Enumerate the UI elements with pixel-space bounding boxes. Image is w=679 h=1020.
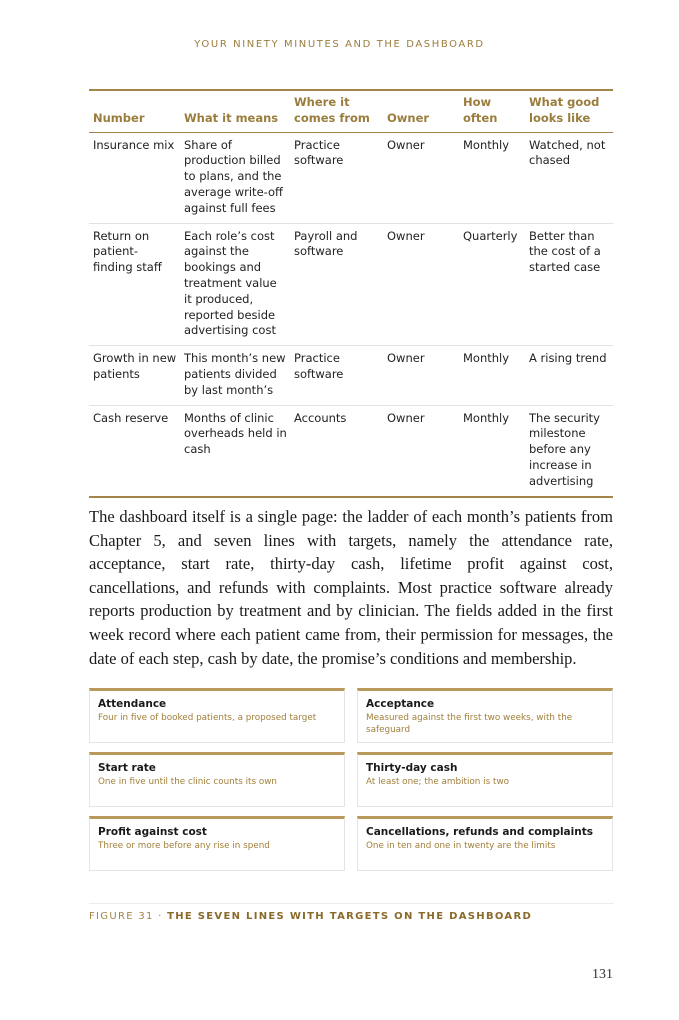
table-row xyxy=(89,405,613,496)
figure-label: FIGURE 31 · xyxy=(89,911,163,922)
card-title: Profit against cost xyxy=(98,826,207,838)
table-cell: This month’s new patients divided by last month’s xyxy=(180,346,290,405)
table-cell: Accounts xyxy=(290,405,383,496)
target-card-thirty-day-cash xyxy=(357,752,613,807)
figure-caption-text: THE SEVEN LINES WITH TARGETS ON THE DASHBOARD xyxy=(167,911,533,922)
header-owner: Owner xyxy=(383,90,459,132)
card-title: Cancellations, refunds and complaints xyxy=(366,826,593,838)
table-cell: Share of production billed to plans, and the average write-off against full fees xyxy=(180,132,290,223)
table-cell: Each role’s cost against the bookings and treatment value it produced, reported beside advertising cost xyxy=(180,223,290,346)
card-subtitle: At least one; the ambition is two xyxy=(366,777,510,787)
page-number: 131 xyxy=(592,967,613,982)
table-cell: Watched, not chased xyxy=(525,132,613,223)
table-cell: Monthly xyxy=(459,132,525,223)
figure-caption xyxy=(89,911,532,922)
table-header-row xyxy=(89,90,613,132)
table-cell: Better than the cost of a started case xyxy=(525,223,613,346)
card-subtitle: Four in five of booked patients, a proposed target xyxy=(98,713,317,723)
card-subtitle: One in five until the clinic counts its own xyxy=(98,777,277,787)
table-cell: The security milestone before any increase in advertising xyxy=(525,405,613,496)
card-title: Start rate xyxy=(98,762,156,774)
dashboard-targets-figure xyxy=(89,688,614,871)
card-title: Thirty-day cash xyxy=(366,762,458,774)
table-row xyxy=(89,132,613,223)
body-paragraph: The dashboard itself is a single page: the ladder of each month’s patients from Chapter 5, and seven lines with targets, namely the attendance rate, acceptance, start rate, thirty-day cash, lifetime profit against cost, cancellations, and refunds with complaints. Most practice software already reports production by treatment and by clinician. The fields added in the first week record where each patient came from, their permission for messages, the date of each step, cash by date, the promise’s conditions and membership. xyxy=(89,507,613,668)
card-title: Acceptance xyxy=(366,698,435,710)
card-subtitle: Measured against the first two weeks, with the safeguard xyxy=(366,713,573,735)
table-cell: Cash reserve xyxy=(89,405,180,496)
table-cell: Practice software xyxy=(290,346,383,405)
table-cell: Return on patient-finding staff xyxy=(89,223,180,346)
header-where-it-comes-from: Where it comes from xyxy=(290,90,383,132)
table-cell: Practice software xyxy=(290,132,383,223)
target-card-attendance xyxy=(89,688,345,743)
table-cell: Months of clinic overheads held in cash xyxy=(180,405,290,496)
table-cell: Owner xyxy=(383,405,459,496)
target-card-start-rate xyxy=(89,752,345,807)
header-how-often: How often xyxy=(459,90,525,132)
dashboard-metrics-table xyxy=(89,89,613,498)
figure-divider xyxy=(89,903,614,904)
table-cell: Monthly xyxy=(459,405,525,496)
target-card-cancellations xyxy=(357,816,613,871)
table-cell: Owner xyxy=(383,346,459,405)
header-what-good-looks-like: What good looks like xyxy=(525,90,613,132)
header-number: Number xyxy=(89,90,180,132)
table-cell: Owner xyxy=(383,132,459,223)
card-title: Attendance xyxy=(98,698,167,710)
running-head: YOUR NINETY MINUTES AND THE DASHBOARD xyxy=(194,39,485,50)
table-cell: A rising trend xyxy=(525,346,613,405)
target-card-profit-against-cost xyxy=(89,816,345,871)
table-cell: Payroll and software xyxy=(290,223,383,346)
target-card-acceptance xyxy=(357,688,613,743)
header-what-it-means: What it means xyxy=(180,90,290,132)
card-subtitle: One in ten and one in twenty are the limits xyxy=(366,841,556,851)
table-cell: Insurance mix xyxy=(89,132,180,223)
card-subtitle: Three or more before any rise in spend xyxy=(98,841,270,851)
table-row xyxy=(89,223,613,346)
table-cell: Growth in new patients xyxy=(89,346,180,405)
table-row xyxy=(89,346,613,405)
table-cell: Monthly xyxy=(459,346,525,405)
table-cell: Owner xyxy=(383,223,459,346)
table-cell: Quarterly xyxy=(459,223,525,346)
